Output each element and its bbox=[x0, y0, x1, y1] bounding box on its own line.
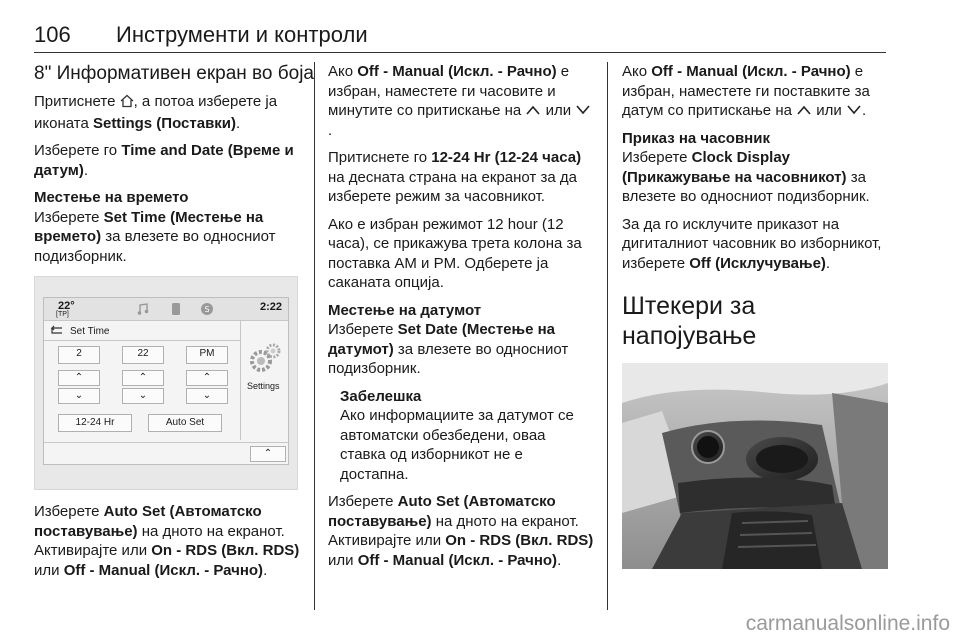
power-outlet-photo bbox=[622, 363, 888, 569]
ampm-up-button[interactable] bbox=[186, 370, 228, 386]
chevron-down-icon bbox=[846, 101, 862, 121]
paragraph: Ако е избран режимот 12 hour (12 часа), се прикажува трета колона за поставка AM и PM. Одберете ја саканата опција. bbox=[328, 215, 582, 291]
column-3 bbox=[622, 62, 890, 569]
paragraph: За да го исклучите приказот на дигиталниот часовник во изборникот, изберете Off (Исклучување). bbox=[622, 215, 882, 272]
paragraph: Изберете Auto Set (Автоматско поставување) на дното на екранот. Активирајте или On - RDS (Вкл. RDS) или Off - Manual (Искл. - Рачно). bbox=[34, 503, 300, 579]
phone-icon[interactable] bbox=[170, 302, 182, 320]
chevron-up-icon: ⌃ bbox=[202, 372, 212, 383]
paragraph: Притиснете го 12-24 Hr (12-24 часа) на десната страна на екранот за да изберете режим за часовникот. bbox=[328, 149, 582, 205]
hour-up-button[interactable] bbox=[58, 370, 100, 386]
ampm-field[interactable]: PM bbox=[186, 346, 228, 364]
temperature: 22° bbox=[58, 300, 75, 312]
svg-text:S: S bbox=[204, 305, 210, 314]
chapter-title: Инструменти и контроли bbox=[116, 22, 368, 47]
screen-title: Set Time bbox=[70, 326, 110, 337]
home-icon bbox=[120, 94, 134, 114]
divider bbox=[44, 340, 240, 341]
ampm-down-button[interactable] bbox=[186, 388, 228, 404]
chevron-up-icon: ⌃ bbox=[263, 448, 273, 459]
divider bbox=[240, 320, 241, 440]
chevron-down-icon: ⌄ bbox=[74, 390, 84, 401]
page-number: 106 bbox=[34, 22, 71, 47]
chevron-up-icon: ⌃ bbox=[138, 372, 148, 383]
back-arrow-icon[interactable] bbox=[48, 325, 64, 341]
paragraph: Изберете Clock Display (Прикажување на часовникот) за влезете во односниот подизборник. bbox=[622, 149, 870, 205]
paragraph: Изберете Auto Set (Автоматско поставување) на дното на екранот. Активирајте или On - RDS (Вкл. RDS) или Off - Manual (Искл. - Рачно). bbox=[328, 493, 594, 569]
chevron-up-icon bbox=[525, 101, 541, 121]
note-text: Ако информациите за датумот се автоматски обезбедени, оваа ставка од изборникот не е достапна. bbox=[340, 407, 574, 483]
paragraph: Ако Off - Manual (Искл. - Рачно) е избран, наместете ги поставките за датум со притискање на или . bbox=[622, 63, 870, 119]
column-1 bbox=[34, 62, 314, 588]
section-title-info-display: 8" Информативен екран во боја bbox=[34, 63, 314, 84]
subheading-clock-display: Приказ на часовник bbox=[622, 129, 770, 147]
gears-icon[interactable] bbox=[248, 342, 282, 380]
app-icon[interactable] bbox=[200, 302, 214, 320]
collapse-button[interactable] bbox=[250, 446, 286, 462]
auto-set-button[interactable]: Auto Set bbox=[148, 414, 222, 432]
divider bbox=[44, 442, 288, 443]
paragraph: Ако Off - Manual (Искл. - Рачно) е избран, наместете ги часовите и минутите со притискање на или . bbox=[328, 62, 594, 140]
settings-label: Settings bbox=[247, 381, 280, 391]
column-divider bbox=[314, 62, 315, 610]
infotainment-screen bbox=[43, 297, 289, 465]
minute-down-button[interactable] bbox=[122, 388, 164, 404]
column-2 bbox=[328, 62, 594, 578]
column-divider bbox=[607, 62, 608, 610]
paragraph: Изберете Set Date (Местење на датумот) за влезете во односниот подизборник. bbox=[328, 321, 569, 377]
paragraph: Изберете го Time and Date (Време и датум). bbox=[34, 142, 294, 179]
chevron-down-icon: ⌄ bbox=[138, 390, 148, 401]
chevron-up-icon bbox=[796, 101, 812, 121]
set-time-screenshot bbox=[34, 276, 298, 490]
paragraph: Притиснете , а потоа изберете ја иконата Settings (Поставки). bbox=[34, 93, 278, 132]
watermark: carmanualsonline.info bbox=[745, 612, 950, 635]
paragraph: Изберете Set Time (Местење на времето) за влезете во односниот подизборник. bbox=[34, 208, 276, 265]
chevron-up-icon: ⌃ bbox=[74, 372, 84, 383]
12-24-hr-button[interactable]: 12-24 Hr bbox=[58, 414, 132, 432]
minute-field[interactable]: 22 bbox=[122, 346, 164, 364]
clock: 2:22 bbox=[260, 301, 283, 313]
note-block bbox=[328, 387, 594, 485]
music-icon[interactable] bbox=[136, 302, 150, 320]
subheading-set-date: Местење на датумот bbox=[328, 301, 482, 319]
chevron-down-icon bbox=[575, 101, 591, 121]
subheading-set-time: Местење на времето bbox=[34, 189, 189, 206]
chevron-down-icon: ⌄ bbox=[202, 390, 212, 401]
section-title-power-outlets: Штекери за напојување bbox=[622, 292, 757, 350]
note-title: Забелешка bbox=[340, 387, 422, 405]
status-bar bbox=[44, 298, 288, 321]
hour-field[interactable]: 2 bbox=[58, 346, 100, 364]
page-header bbox=[34, 22, 886, 53]
tp-indicator: [TP] bbox=[56, 311, 69, 318]
minute-up-button[interactable] bbox=[122, 370, 164, 386]
hour-down-button[interactable] bbox=[58, 388, 100, 404]
